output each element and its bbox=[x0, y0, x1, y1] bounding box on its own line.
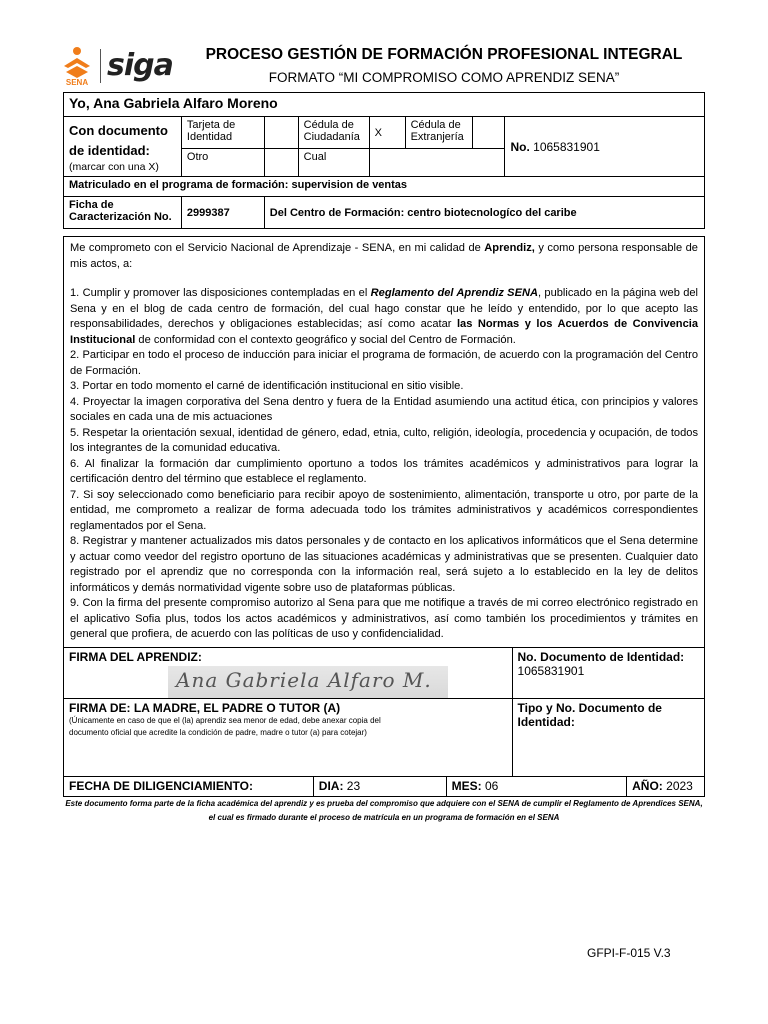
firma-tutor-cell[interactable] bbox=[64, 699, 513, 777]
commitments-block bbox=[63, 236, 705, 648]
option-cedula-extranjeria: Cédula de Extranjería bbox=[405, 117, 472, 149]
intro-bold: Aprendiz, bbox=[484, 242, 535, 254]
doc-type-hint: (marcar con una X) bbox=[69, 161, 159, 173]
commitment-item-2: 2. Participar en todo el proceso de inducción para iniciar el programa de formación, de acuerdo con la programación del Centro de Formación. bbox=[70, 349, 698, 377]
anio-label: AÑO: bbox=[632, 779, 663, 793]
centro-label: Del Centro de Formación: bbox=[269, 206, 405, 219]
commitment-item-9: 9. Con la firma del presente compromiso autorizo al Sena para que me notifique a través de mi correo electrónico registrado en el aplicativo Sofia plus, todos los actos académicos y administrativos, así como también los procedimientos y trámites en general que profiera, de acuerdo con las políticas de uso y confidencialidad. bbox=[70, 597, 698, 640]
item1-text-e: de conformidad con el contexto geográfico y social del Centro de Formación. bbox=[135, 333, 516, 346]
firma-tutor-label: FIRMA DE: LA MADRE, EL PADRE O TUTOR (A) bbox=[69, 701, 341, 715]
anio-cell bbox=[627, 777, 705, 797]
mark-otro[interactable] bbox=[264, 149, 298, 177]
document-code: GFPI-F-015 V.3 bbox=[587, 946, 671, 960]
doc-id-label: No. Documento de Identidad: bbox=[517, 650, 685, 664]
sena-logo-label: SENA bbox=[65, 78, 89, 86]
tutor-note: (Únicamente en caso de que el (la) aprendiz sea menor de edad, debe anexar copia del documento oficial que acredite la condición de padre, madre o tutor (a) para cotejar) bbox=[69, 716, 381, 737]
dia-value: 23 bbox=[346, 779, 361, 793]
doc-type-cell bbox=[64, 117, 182, 177]
intro-text: Me comprometo con el Servicio Nacional de Aprendizaje - SENA, en mi calidad de bbox=[70, 242, 485, 254]
commitments-intro bbox=[70, 241, 698, 272]
item1-text-a: 1. Cumplir y promover las disposiciones contempladas en el bbox=[70, 287, 371, 299]
doc-type-label: Con documento de identidad: bbox=[69, 123, 168, 158]
item1-reglamento: Reglamento del Aprendiz SENA bbox=[370, 287, 539, 299]
mark-cedula-ciudadania[interactable]: X bbox=[369, 117, 405, 149]
mes-label: MES: bbox=[451, 779, 482, 793]
page-subtitle: FORMATO “MI COMPROMISO COMO APRENDIZ SENA” bbox=[268, 70, 620, 85]
option-cedula-ciudadania: Cédula de Ciudadanía bbox=[298, 117, 369, 149]
header-logos bbox=[60, 46, 173, 86]
logo-divider bbox=[100, 49, 101, 83]
siga-logo: siga bbox=[107, 48, 173, 83]
sena-logo bbox=[60, 46, 94, 86]
doc-number-cell bbox=[505, 117, 705, 177]
page-title: PROCESO GESTIÓN DE FORMACIÓN PROFESIONAL INTEGRAL bbox=[205, 46, 683, 63]
commitment-item-7: 7. Si soy seleccionado como beneficiario para recibir apoyo de sostenimiento, alimentación, transporte u otro, por parte de la entidad, me comprometo a realizar de forma adecuada todo los trámites administrativos y académicos correspondientes reglamentados por el Sena. bbox=[70, 488, 698, 532]
program-label: Matriculado en el programa de formación: bbox=[69, 179, 289, 191]
option-otro: Otro bbox=[181, 149, 264, 177]
option-tarjeta-identidad: Tarjeta de Identidad bbox=[181, 117, 264, 149]
firma-aprendiz-label: FIRMA DEL APRENDIZ: bbox=[69, 650, 202, 664]
commitment-item-1 bbox=[70, 286, 698, 348]
mark-cedula-extranjeria[interactable] bbox=[472, 117, 505, 149]
centro-value: centro biotecnologíco del caribe bbox=[407, 206, 577, 219]
program-row bbox=[64, 177, 705, 197]
signature-handwriting: Ana Gabriela Alfaro M. bbox=[176, 668, 432, 692]
doc-number-label: No. bbox=[510, 139, 530, 154]
commitment-item-5: 5. Respetar la orientación sexual, identidad de género, edad, etnia, culto, religión, ideología, procedencia y ocupación, de todos los integrantes de la comunidad educativa. bbox=[70, 426, 698, 454]
centro-row bbox=[264, 197, 704, 229]
mes-value: 06 bbox=[484, 779, 499, 793]
tipo-doc-label: Tipo y No. Documento de Identidad: bbox=[517, 701, 662, 729]
identity-table bbox=[63, 92, 705, 229]
tipo-doc-cell bbox=[512, 699, 704, 777]
item1-normas: las Normas y los Acuerdos de Convivencia Institucional bbox=[70, 318, 698, 346]
program-value: supervision de ventas bbox=[291, 179, 408, 191]
apprentice-name: Yo, Ana Gabriela Alfaro Moreno bbox=[64, 93, 705, 117]
commitment-item-4: 4. Proyectar la imagen corporativa del Sena dentro y fuera de la Entidad asumiendo una actitud ética, con principios y valores sociales en cada una de mis actuaciones bbox=[70, 395, 698, 423]
ficha-value: 2999387 bbox=[181, 197, 264, 229]
option-cual: Cual bbox=[298, 149, 369, 177]
doc-id-cell bbox=[512, 648, 704, 699]
dia-cell bbox=[313, 777, 446, 797]
cual-field[interactable] bbox=[369, 149, 505, 177]
intro-text-end: y como persona responsable de mis actos, a: bbox=[70, 242, 698, 270]
dia-label: DIA: bbox=[318, 779, 344, 793]
doc-number-value: 1065831901 bbox=[533, 139, 600, 154]
fecha-label: FECHA DE DILIGENCIAMIENTO: bbox=[64, 777, 314, 797]
commitment-item-3: 3. Portar en todo momento el carné de identificación institucional en sitio visible. bbox=[70, 380, 464, 392]
mark-tarjeta-identidad[interactable] bbox=[264, 117, 298, 149]
item1-text-c: , publicado en la página web del Sena y en el blog de cada centro de formación, del cual hago constar que he leído y entendido, por lo que acepto las responsabilidades, derechos y obligaciones establecidas; así como acatar bbox=[70, 287, 698, 330]
anio-value: 2023 bbox=[666, 779, 693, 793]
footer-note: Este documento forma parte de la ficha académica del aprendiz y es prueba del compromiso que adquiere con el SENA de cumplir el Reglamento de Aprendices SENA, el cual es firmado durante el proceso de matrícula en un programa de formación en el SENA bbox=[65, 799, 703, 822]
ficha-label: Ficha de Caracterización No. bbox=[64, 197, 182, 229]
mes-cell bbox=[446, 777, 627, 797]
doc-id-value: 1065831901 bbox=[517, 664, 585, 678]
commitment-item-6: 6. Al finalizar la formación dar cumplimiento oportuno a todos los trámites académicos y administrativos para lograr la certificación dentro del término que establece el reglamento. bbox=[70, 457, 698, 485]
commitment-item-8: 8. Registrar y mantener actualizados mis datos personales y de contacto en los aplicativos informáticos que el Sena determine y actuar como veedor del registro oportuno de las situaciones académicas y administrativas que se presenten. Cualquier dato registrado por el aprendiz que no corresponda con la información real, será sujeto a lo establecido en la ley de delitos informáticos y demás normatividad vigente sobre uso de plataformas públicas. bbox=[70, 535, 698, 594]
